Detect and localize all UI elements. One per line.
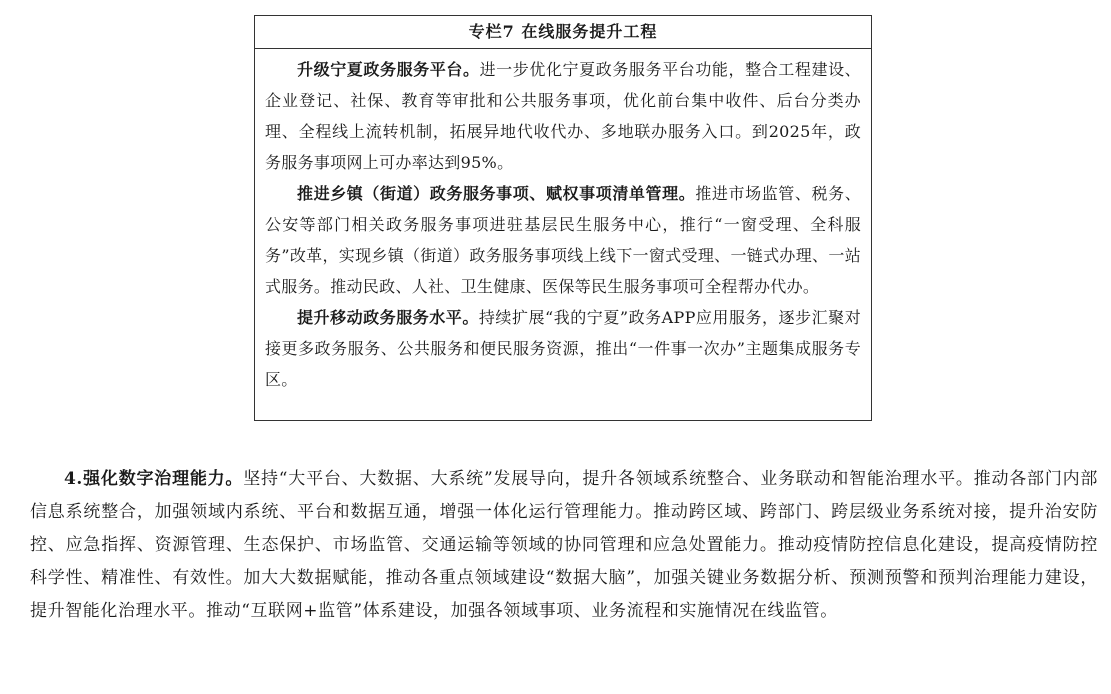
paragraph-lead: 提升移动政务服务水平。	[297, 308, 479, 327]
paragraph-text: 推进市场监管、税务、公安等部门相关政务服务事项进驻基层民生服务中心，推行“一窗受理、全科服务”改革，实现乡镇（街道）政务服务事项线上线下一窗式受理、一链式办理、一站式服务。推动民政、人社、卫生健康、医保等民生服务事项可全程帮办代办。	[265, 184, 861, 296]
main-section	[30, 463, 1098, 628]
paragraph-lead: 升级宁夏政务服务平台。	[297, 60, 480, 79]
column-paragraph-2	[265, 178, 861, 302]
column-paragraph-1	[265, 54, 861, 178]
section-text: 坚持“大平台、大数据、大系统”发展导向，提升各领域系统整合、业务联动和智能治理水平。推动各部门内部信息系统整合，加强领域内系统、平台和数据互通，增强一体化运行管理能力。推动跨区域、跨部门、跨层级业务系统对接，提升治安防控、应急指挥、资源管理、生态保护、市场监管、交通运输等领域的协同管理和应急处置能力。推动疫情防控信息化建设，提高疫情防控科学性、精准性、有效性。加大大数据赋能，推动各重点领域建设“数据大脑”，加强关键业务数据分析、预测预警和预判治理能力建设，提升智能化治理水平。推动“互联网+监管”体系建设，加强各领域事项、业务流程和实施情况在线监管。	[30, 469, 1099, 621]
column-title: 专栏7 在线服务提升工程	[255, 16, 871, 49]
paragraph-text: 持续扩展“我的宁夏”政务APP应用服务，逐步汇聚对接更多政务服务、公共服务和便民服务资源，推出“一件事一次办”主题集成服务专区。	[265, 308, 861, 389]
section-heading: 4.强化数字治理能力。	[64, 469, 244, 489]
column-paragraph-3	[265, 302, 861, 395]
column-box	[254, 15, 872, 421]
main-paragraph	[30, 463, 1098, 628]
paragraph-text: 进一步优化宁夏政务服务平台功能，整合工程建设、企业登记、社保、教育等审批和公共服务事项，优化前台集中收件、后台分类办理、全程线上流转机制，拓展异地代收代办、多地联办服务入口。到2025年，政务服务事项网上可办率达到95%。	[265, 60, 861, 172]
paragraph-lead: 推进乡镇（街道）政务服务事项、赋权事项清单管理。	[297, 184, 696, 203]
column-body	[255, 49, 871, 395]
